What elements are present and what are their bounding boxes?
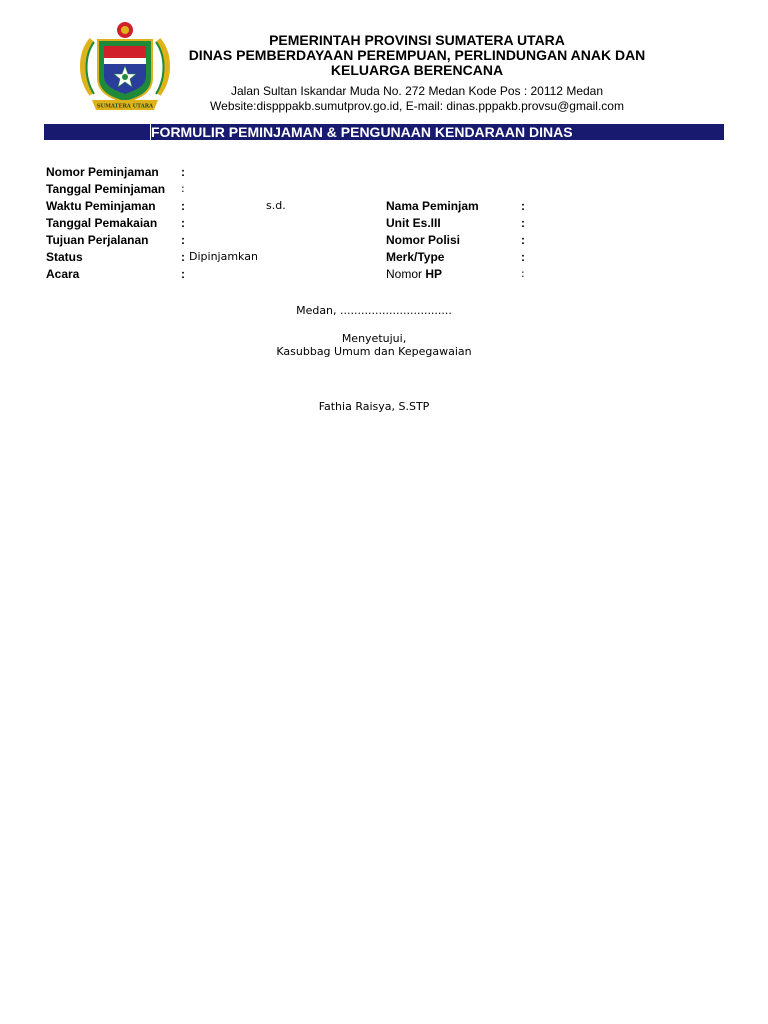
colon: : [521, 233, 525, 247]
colon: : [181, 182, 185, 195]
label-merk-type: Merk/Type [386, 250, 445, 264]
label-unit-es-iii: Unit Es.III [386, 216, 441, 230]
label-nomor-hp-bold: HP [425, 267, 443, 281]
label-tanggal-peminjaman: Tanggal Peminjaman [46, 182, 166, 196]
colon: : [181, 267, 185, 281]
signature-position: Kasubbag Umum dan Kepegawaian [276, 345, 472, 358]
colon: : [521, 267, 525, 280]
colon: : [181, 233, 185, 247]
header-agency-cont: KELUARGA BERENCANA [330, 62, 504, 78]
header-contact: Website:dispppakb.sumutprov.go.id, E-mail: dinas.pppakb.provsu@gmail.com [210, 99, 624, 113]
header-address: Jalan Sultan Iskandar Muda No. 272 Medan Kode Pos : 20112 Medan [230, 84, 604, 98]
colon: : [521, 250, 525, 264]
label-nama-peminjam: Nama Peminjam [386, 199, 479, 213]
status-value: Dipinjamkan [189, 250, 258, 263]
colon: : [521, 199, 525, 213]
colon: : [181, 250, 185, 264]
label-tanggal-pemakaian: Tanggal Pemakaian [46, 216, 158, 230]
label-acara: Acara [46, 267, 80, 281]
signature-name: Fathia Raisya, S.STP [318, 400, 430, 413]
label-nomor-hp-prefix: Nomor [386, 267, 426, 281]
signature-place-date: Medan, ................................ [296, 304, 452, 317]
header-government: PEMERINTAH PROVINSI SUMATERA UTARA [269, 32, 565, 48]
colon: : [521, 216, 525, 230]
colon: : [181, 216, 185, 230]
label-tujuan-perjalanan: Tujuan Perjalanan [46, 233, 149, 247]
colon: : [181, 199, 185, 213]
label-waktu-peminjaman: Waktu Peminjaman [46, 199, 156, 213]
label-nomor-polisi: Nomor Polisi [386, 233, 461, 247]
label-status: Status [46, 250, 83, 264]
header-agency: DINAS PEMBERDAYAAN PEREMPUAN, PERLINDUNGAN ANAK DAN [188, 47, 646, 63]
form-title: FORMULIR PEMINJAMAN & PENGUNAAN KENDARAAN DINAS [151, 124, 573, 140]
signature-approval: Menyetujui, [341, 332, 407, 345]
sd-text: s.d. [266, 199, 286, 212]
form-title-bar [44, 124, 724, 140]
province-emblem-logo [78, 20, 172, 114]
label-nomor-peminjaman: Nomor Peminjaman [46, 165, 159, 179]
colon: : [181, 165, 185, 179]
label-nomor-hp [386, 267, 442, 281]
logo-banner-text: SUMATERA UTARA [96, 103, 154, 110]
